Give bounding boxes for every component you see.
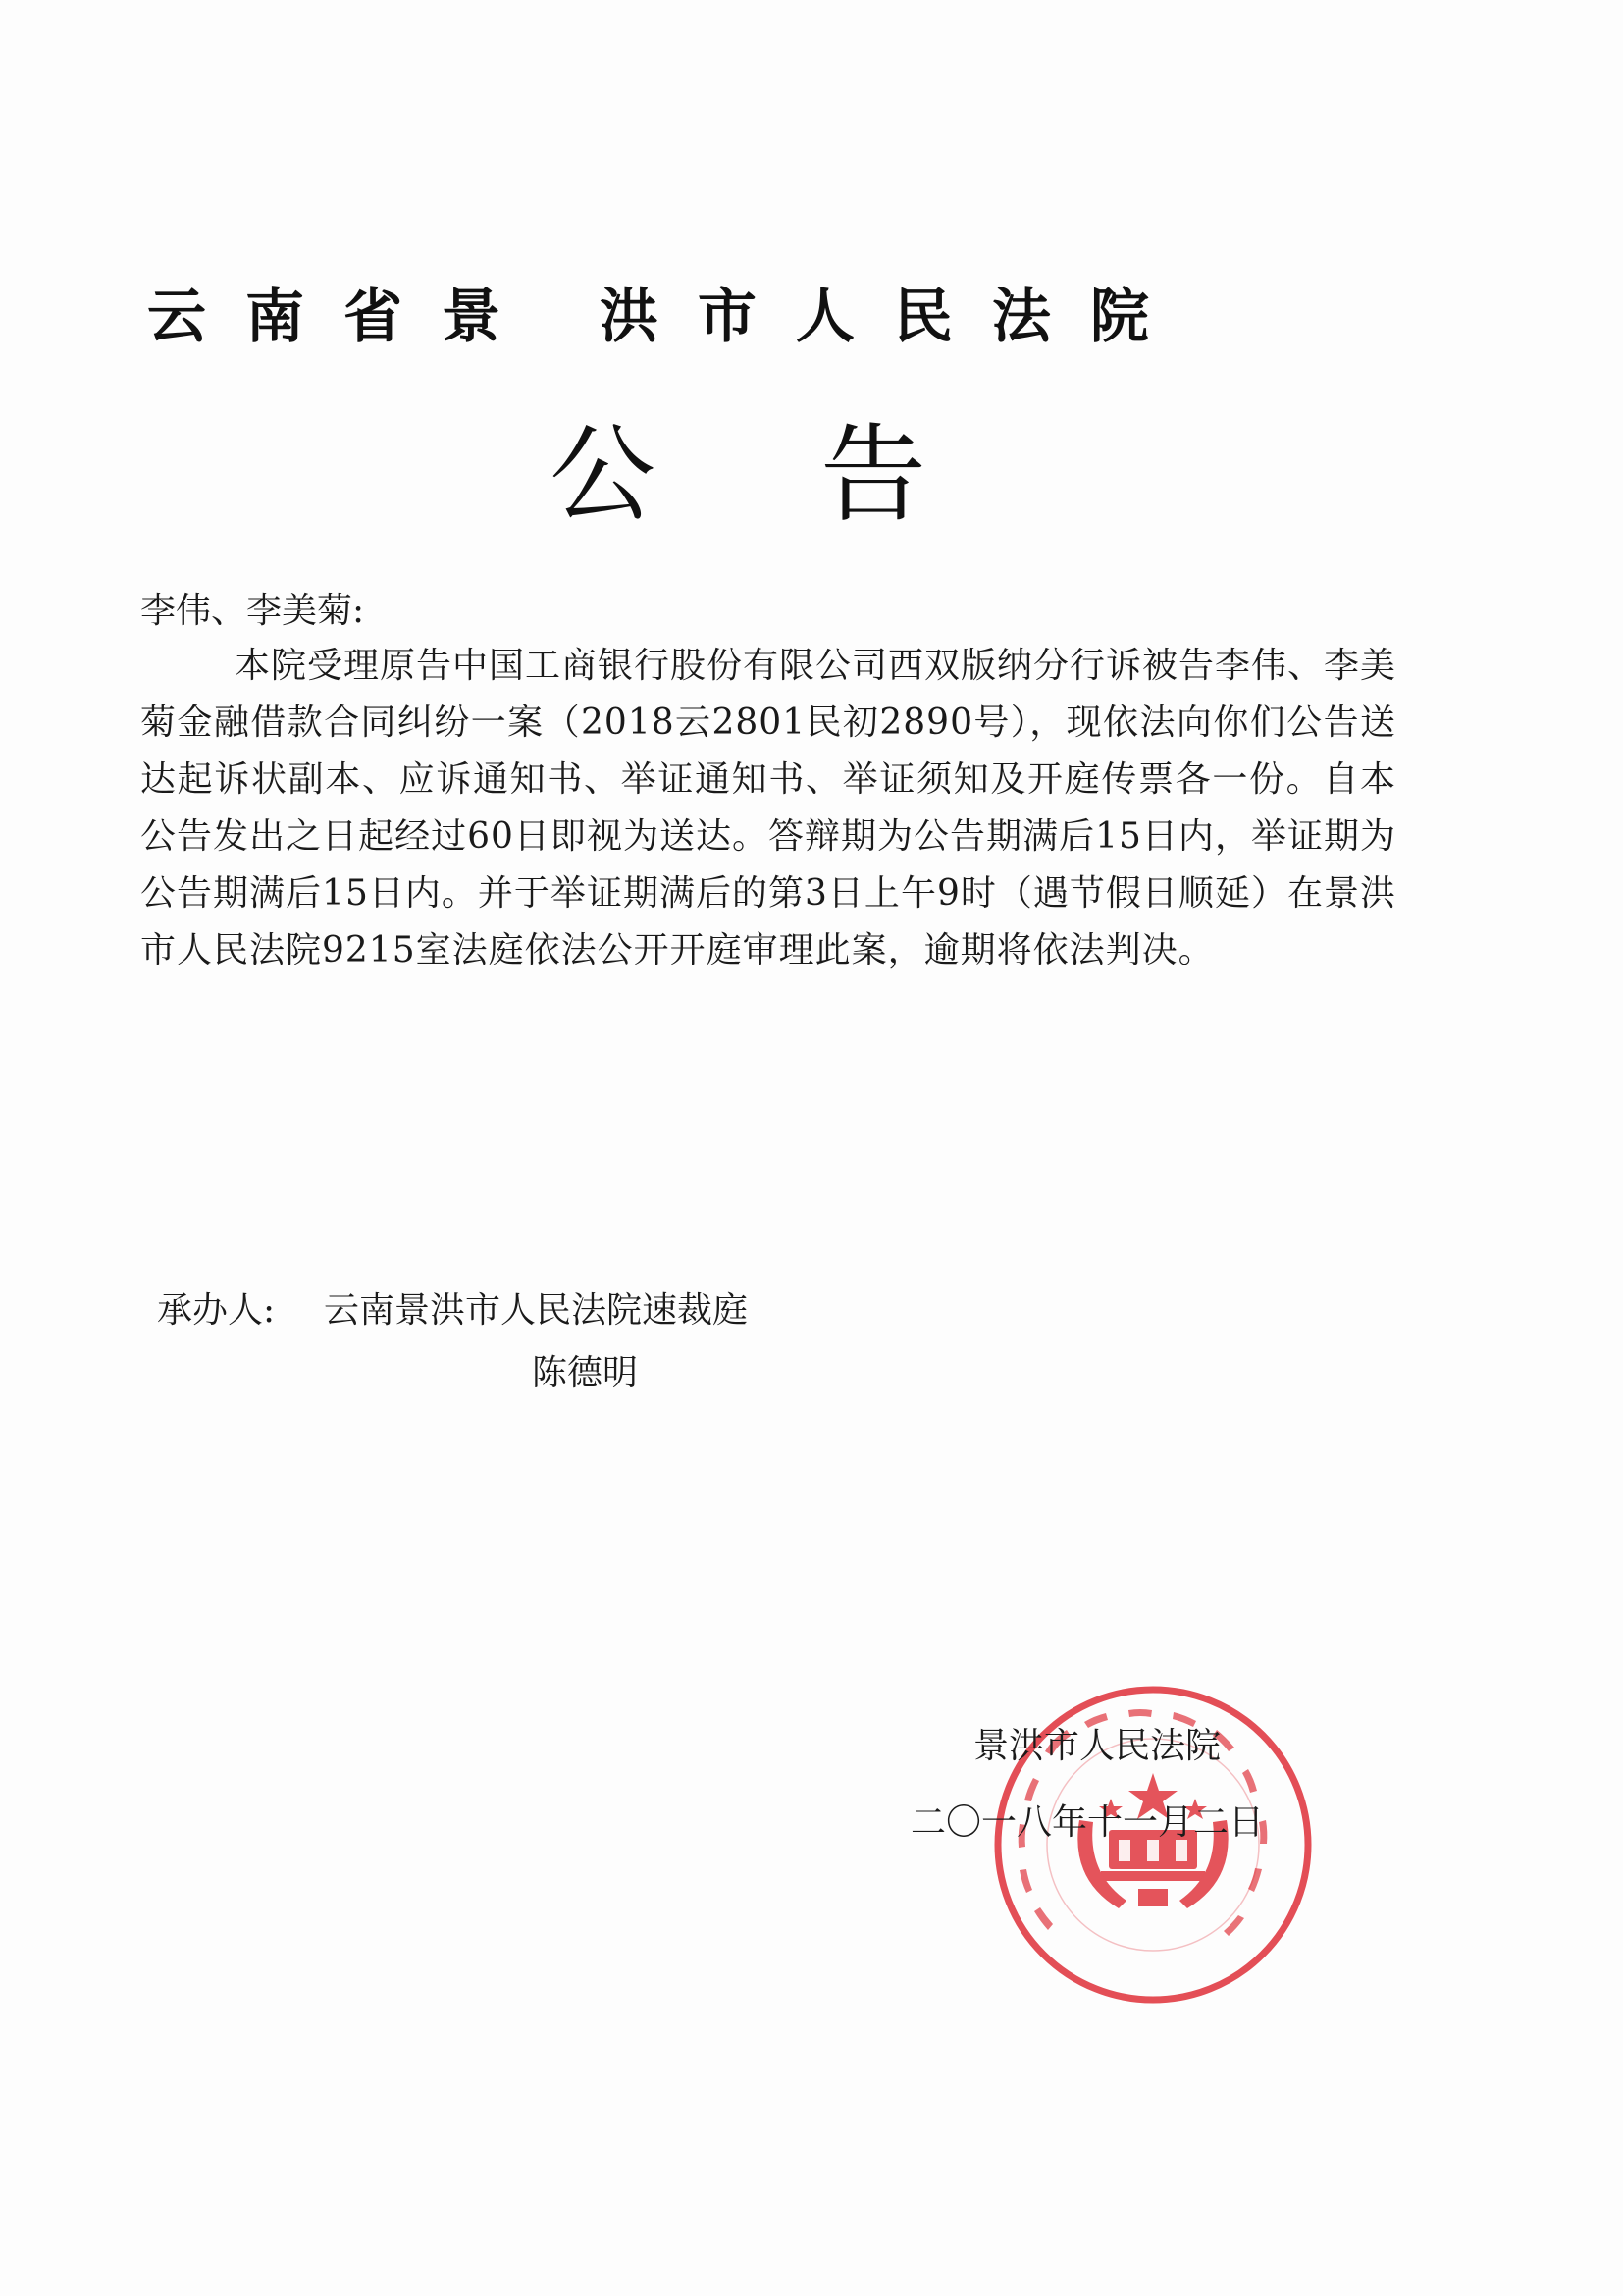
court-title: 云南省景 洪市人民法院 xyxy=(147,283,1188,351)
handler-name: 陈德明 xyxy=(532,1353,639,1393)
handler-unit: 云南景洪市人民法院速裁庭 xyxy=(324,1290,749,1331)
signature-date: 二〇一八年十一月二日 xyxy=(911,1802,1265,1843)
notice-body: 本院受理原告中国工商银行股份有限公司西双版纳分行诉被告李伟、李美菊金融借款合同纠纷一案（2018云2801民初2890号），现依法向你们公告送达起诉状副本、应诉通知书、举证通知书、举证须知及开庭传票各一份。自本公告发出之日起经过60日即视为送达。答辩期为公告期满后15日内，举证期为公告期满后15日内。并于举证期满后的第3日上午9时（遇节假日顺延）在景洪市人民法院9215室法庭依法公开开庭审理此案，逾期将依法判决。 xyxy=(140,646,1397,970)
signature-court: 景洪市人民法院 xyxy=(973,1726,1222,1766)
notice-title: 公告 xyxy=(550,414,1092,537)
addressee: 李伟、李美菊: xyxy=(140,591,365,631)
handler-line xyxy=(157,1283,748,1338)
handler-label: 承办人: xyxy=(157,1290,276,1331)
